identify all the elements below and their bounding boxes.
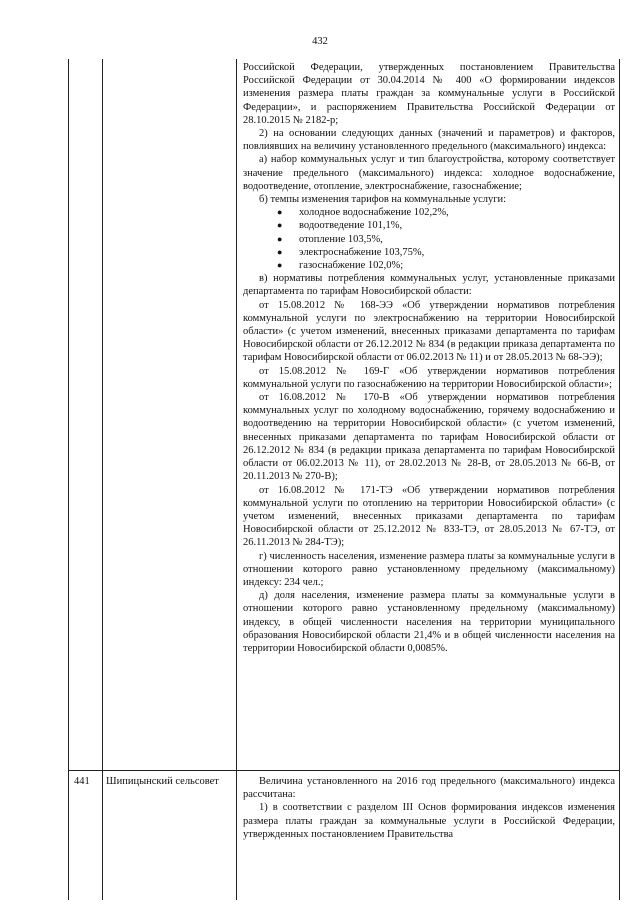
- list-item: [277, 246, 615, 259]
- bullet-icon: ●: [277, 246, 283, 257]
- list-item-text: холодное водоснабжение 102,2%,: [299, 207, 449, 219]
- paragraph: от 16.08.2012 № 170-В «Об утверждении нормативов потребления коммунальных услуг по холодному водоснабжению, горячему водоснабжению и водоотведению на территории Новосибирской области» (с учетом изменений, внесенных приказами департамента по тарифам Новосибирской области от 26.12.2012 № 834 (в редакции приказа департамента по тарифам Новосибирской области от 06.02.2013 № 11), от 28.02.2013 № 28-В, от 28.05.2013 № 66-В, от 20.11.2013 № 270-В);: [243, 392, 615, 483]
- paragraph: от 15.08.2012 № 169-Г «Об утверждении нормативов потребления коммунальной услуги по газоснабжению на территории Новосибирской области»;: [243, 365, 615, 390]
- row-divider: [69, 770, 619, 771]
- list-item: [277, 233, 615, 246]
- municipality-name: Шипицынский сельсовет: [106, 776, 219, 787]
- tariff-list: [243, 206, 615, 272]
- list-item-text: газоснабжение 102,0%;: [299, 260, 404, 272]
- paragraph: Величина установленного на 2016 год предельного (максимального) индекса рассчитана:: [243, 776, 615, 801]
- list-item-text: отопление 103,5%,: [299, 233, 383, 245]
- column-divider: [236, 59, 237, 900]
- list-item-text: электроснабжение 103,75%,: [299, 246, 425, 258]
- paragraph: 2) на основании следующих данных (значений и параметров) и факторов, повлиявших на величину установленного предельного (максимального) индекса:: [243, 128, 615, 153]
- list-item: [277, 206, 615, 219]
- column-divider: [102, 59, 103, 900]
- paragraph: от 16.08.2012 № 171-ТЭ «Об утверждении нормативов потребления коммунальной услуги по отоплению на территории Новосибирской области» (с учетом изменений, внесенных приказами департамента по тарифам Новосибирской области от 25.12.2012 № 833-ТЭ, от 28.05.2013 № 67-ТЭ, от 26.11.2013 № 284-ТЭ);: [243, 484, 615, 549]
- row-text-cell: [243, 775, 615, 841]
- bullet-icon: ●: [277, 233, 283, 244]
- paragraph: г) численность населения, изменение размера платы за коммунальные услуги в отношении которого равно установленному предельному (максимальному) индексу: 234 чел.;: [243, 550, 615, 588]
- document-table: [68, 59, 620, 900]
- paragraph: д) доля населения, изменение размера платы за коммунальные услуги в отношении которого равно установленному предельному (максимальному) индексу, в общей численности населения на территории муниципального образования Новосибирской области 21,4% и в общей численности населения на территории Новосибирской области 0,0085%.: [243, 590, 615, 654]
- paragraph: б) темпы изменения тарифов на коммунальные услуги:: [259, 194, 507, 206]
- paragraph: Российской Федерации, утвержденных постановлением Правительства Российской Федерации от 30.04.2014 № 400 «О формировании индексов изменения размера платы граждан за коммунальные услуги в Российской Федерации», и распоряжением Правительства Российской Федерации от 28.10.2015 № 2182-р;: [243, 62, 615, 126]
- list-item: [277, 259, 615, 272]
- row-text-cell: [243, 61, 615, 655]
- paragraph: в) нормативы потребления коммунальных услуг, установленные приказами департамента по тарифам Новосибирской области:: [243, 273, 615, 298]
- paragraph: а) набор коммунальных услуг и тип благоустройства, которому соответствует значение предельного (максимального) индекса: холодное водоснабжение, водоотведение, отопление, электроснабжение, газоснабжение;: [243, 154, 615, 192]
- paragraph: от 15.08.2012 № 168-ЭЭ «Об утверждении нормативов потребления коммунальной услуги по электроснабжению на территории Новосибирской области» (с учетом изменений, внесенных приказами департамента по тарифам Новосибирской области от 26.12.2012 № 834 (в редакции приказа департамента по тарифам Новосибирской области от 06.02.2013 № 11) и от 28.05.2013 № 68-ЭЭ);: [243, 299, 615, 364]
- page-number: 432: [312, 36, 328, 47]
- bullet-icon: ●: [277, 220, 283, 231]
- row-number: 441: [74, 776, 90, 787]
- list-item-text: водоотведение 101,1%,: [299, 220, 403, 232]
- bullet-icon: ●: [277, 207, 283, 218]
- list-item: [277, 219, 615, 232]
- bullet-icon: ●: [277, 260, 283, 271]
- paragraph: 1) в соответствии с разделом III Основ формирования индексов изменения размера платы граждан за коммунальные услуги в Российской Федерации, утвержденных постановлением Правительства: [243, 802, 615, 840]
